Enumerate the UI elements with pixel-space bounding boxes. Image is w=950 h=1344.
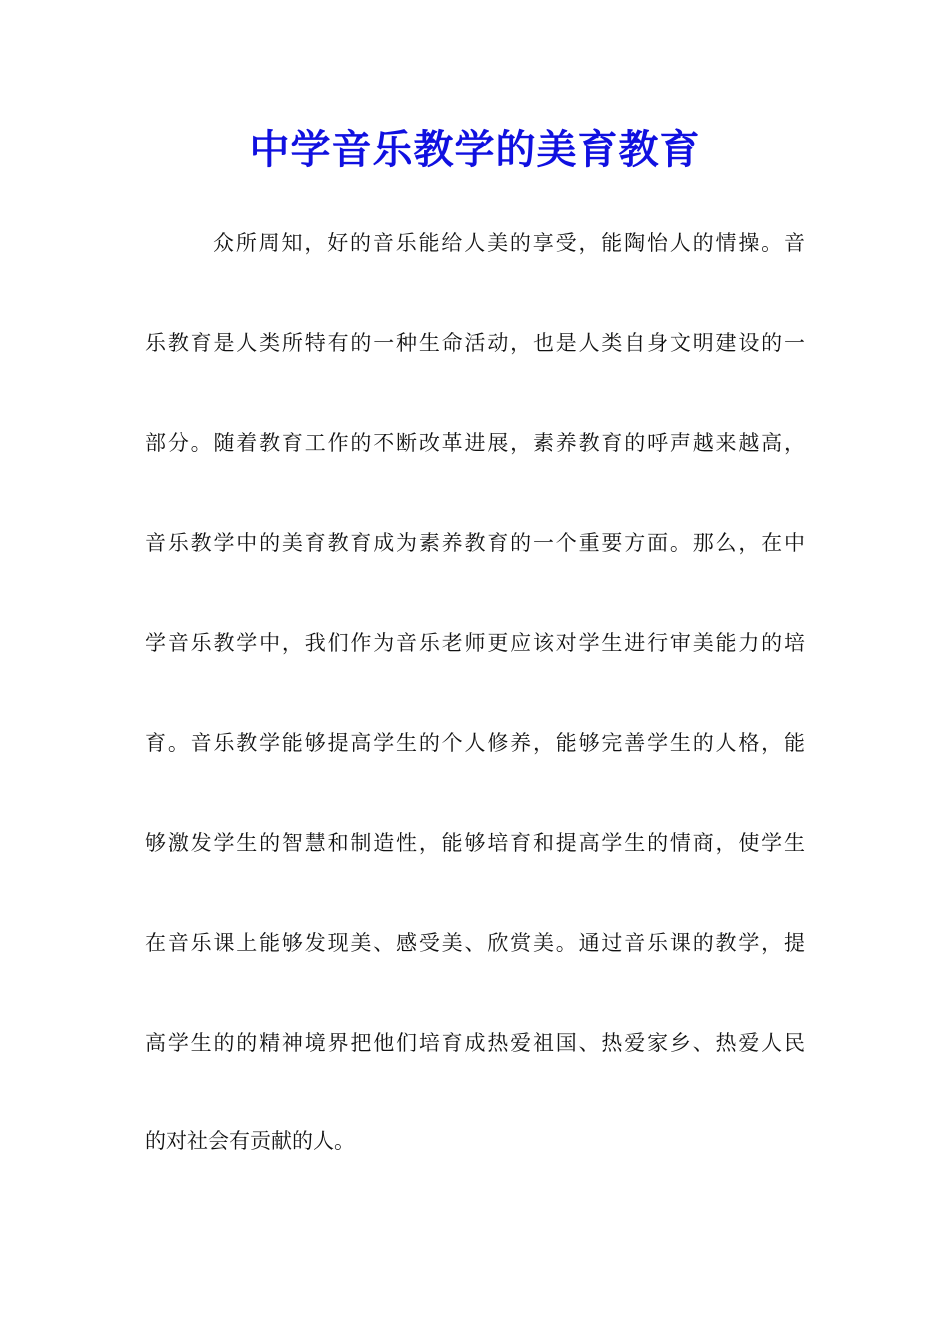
paragraph-line: 众所周知，好的音乐能给人美的享受，能陶怡人的情操。音 bbox=[213, 231, 805, 255]
paragraph-line: 的对社会有贡献的人。 bbox=[145, 1129, 355, 1153]
paragraph-line: 音乐教学中的美育教育成为素养教育的一个重要方面。那么，在中 bbox=[145, 531, 805, 555]
document-title: 中学音乐教学的美育教育 bbox=[249, 126, 701, 173]
paragraph-line: 育。音乐教学能够提高学生的个人修养，能够完善学生的人格，能 bbox=[145, 731, 805, 755]
paragraph-line: 高学生的的精神境界把他们培育成热爱祖国、热爱家乡、热爱人民 bbox=[145, 1031, 805, 1055]
paragraph-line: 乐教育是人类所特有的一种生命活动，也是人类自身文明建设的一 bbox=[145, 331, 805, 355]
paragraph-line: 部分。随着教育工作的不断改革进展，素养教育的呼声越来越高， bbox=[145, 431, 805, 455]
paragraph-line: 学音乐教学中，我们作为音乐老师更应该对学生进行审美能力的培 bbox=[145, 631, 805, 655]
paragraph-line: 在音乐课上能够发现美、感受美、欣赏美。通过音乐课的教学，提 bbox=[145, 931, 805, 955]
paragraph-line: 够激发学生的智慧和制造性，能够培育和提高学生的情商，使学生 bbox=[145, 831, 805, 855]
